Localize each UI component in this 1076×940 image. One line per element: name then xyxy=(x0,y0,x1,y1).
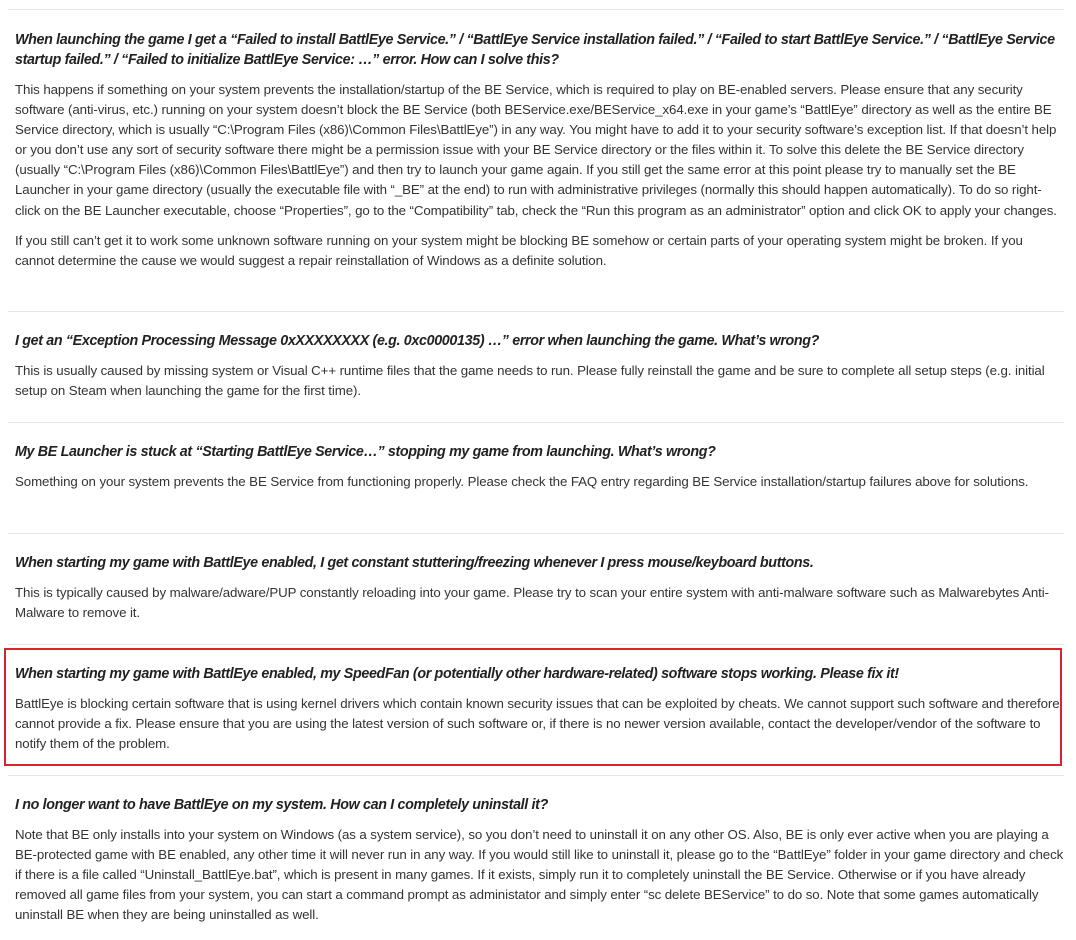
faq-question: When starting my game with BattlEye enabled, I get constant stuttering/freezing whenever I press mouse/keyboard buttons. xyxy=(15,555,814,571)
faq-answer-paragraph: If you still can’t get it to work some unknown software running on your system might be blocking BE somehow or certain parts of your operating system might be broken. If you cannot determine the cause we would suggest a repair reinstallation of Windows as a definite solution. xyxy=(15,232,1023,268)
faq-question: My BE Launcher is stuck at “Starting BattlEye Service…” stopping my game from launching. What’s wrong? xyxy=(15,444,716,460)
faq-entry-launcher-stuck xyxy=(15,442,1065,502)
faq-entry-stuttering-freezing xyxy=(15,553,1065,633)
faq-answer-paragraph: Something on your system prevents the BE Service from functioning properly. Please check the FAQ entry regarding BE Service installation/startup failures above for solutions. xyxy=(15,474,1029,489)
faq-answer-paragraph: This is typically caused by malware/adware/PUP constantly reloading into your game. Please try to scan your entire system with anti-malware software such as Malwarebytes Anti-Malware to remove it. xyxy=(15,585,1049,621)
entry-divider xyxy=(8,775,1064,776)
faq-question: When starting my game with BattlEye enabled, my SpeedFan (or potentially other hardware-related) software stops working. Please fix it! xyxy=(15,666,899,682)
entry-divider xyxy=(8,311,1064,312)
faq-answer-paragraph: Note that BE only installs into your system on Windows (as a system service), so you don’t need to uninstall it on any other OS. Also, BE is only ever active when you are playing a BE-protected game with BE enabled, any other time it will never run in any way. If you would still like to uninstall it, please go to the “BattlEye” folder in your game directory and check if there is a file called “Uninstall_BattlEye.bat”, which is present in many games. If it exists, simply run it to completely uninstall the BE Service. Otherwise or if you have already removed all game files from your system, you can start a command prompt as administator and simply enter “sc delete BEService” to do so. Note that some games automatically uninstall BE when they are being uninstalled as well. xyxy=(15,827,1064,923)
entry-divider xyxy=(8,533,1064,534)
faq-answer-paragraph: BattlEye is blocking certain software that is using kernel drivers which contain known security issues that can be exploited by cheats. We cannot support such software and therefore cannot provide a fix. Please ensure that you are using the latest version of such software or, if there is no newer version available, contact the developer/vendor of the software to notify them of the problem. xyxy=(15,696,1060,752)
faq-entry-exception-processing-message xyxy=(15,331,1065,411)
faq-answer-paragraph: This happens if something on your system prevents the installation/startup of the BE Service, which is required to play on BE-enabled servers. Please ensure that any security software (anti-virus, etc.) running on your system doesn’t block the BE Service (both BEService.exe/BEService_x64.exe in your game’s “BattlEye” directory as well as the entire BE Service directory, which is usually “C:\Program Files (x86)\Common Files\BattlEye”) in any way. You might have to add it to your security software’s exception list. If that doesn’t help or you don’t use any sort of security software there might be a permission issue with your BE Service directory or the files within it. To solve this delete the BE Service directory (usually “C:\Program Files (x86)\Common Files\BattlEye”) and then try to launch your game again. If you still get the same error at this point please try to manually set the BE Launcher in your game directory (usually the executable file with “_BE” at the end) to run with administrative privileges (normally this should happen automatically). To do so right-click on the BE Launcher executable, choose “Properties”, go to the “Compatibility” tab, check the “Run this program as an administrator” option and click OK to apply your changes. xyxy=(15,82,1057,218)
entry-divider xyxy=(8,644,1064,645)
faq-question: I no longer want to have BattlEye on my system. How can I completely uninstall it? xyxy=(15,797,548,813)
faq-question: When launching the game I get a “Failed to install BattlEye Service.” / “BattlEye Service installation failed.” / “Failed to start BattlEye Service.” / “BattlEye Service startup failed.” / “Failed to initialize BattlEye Service: …” error. How can I solve this? xyxy=(15,32,1055,68)
highlight-box xyxy=(4,648,1062,766)
entry-divider xyxy=(8,422,1064,423)
top-divider xyxy=(8,9,1064,10)
faq-entry-be-service-install-failed xyxy=(15,30,1065,281)
faq-entry-uninstall-battleye xyxy=(15,795,1065,935)
faq-answer-paragraph: This is usually caused by missing system or Visual C++ runtime files that the game needs to run. Please fully reinstall the game and be sure to complete all setup steps (e.g. initial setup on Steam when launching the game for the first time). xyxy=(15,363,1045,399)
faq-question: I get an “Exception Processing Message 0xXXXXXXXX (e.g. 0xc0000135) …” error when launching the game. What’s wrong? xyxy=(15,333,820,349)
